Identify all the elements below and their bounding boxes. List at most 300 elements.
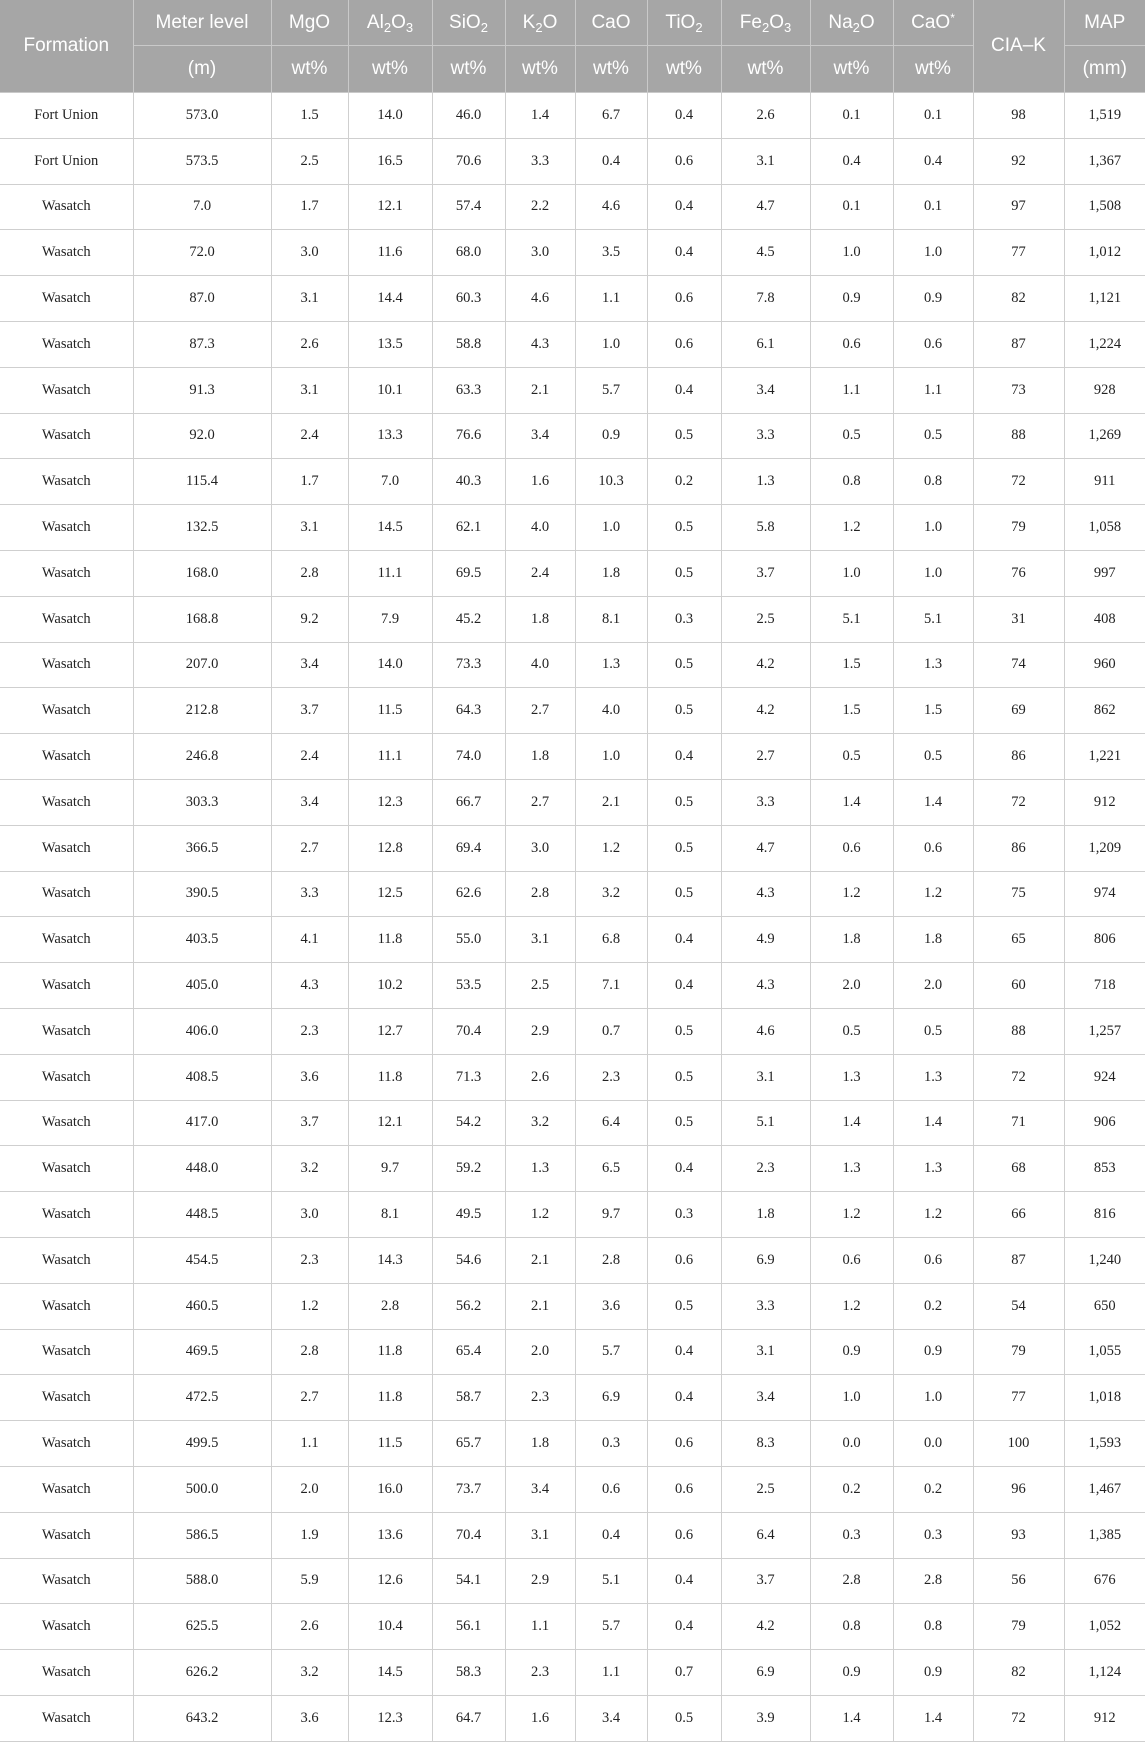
table-cell: 1.2 [893, 871, 973, 917]
table-cell: 7.8 [721, 276, 810, 322]
table-cell: 1,221 [1064, 734, 1145, 780]
table-cell: 11.1 [348, 550, 432, 596]
table-cell: 54.2 [432, 1100, 505, 1146]
table-cell: 2.7 [721, 734, 810, 780]
table-row [0, 1421, 1145, 1467]
table-cell: 0.5 [810, 1008, 893, 1054]
table-cell: 2.4 [271, 734, 348, 780]
table-cell: 87 [973, 1237, 1064, 1283]
table-cell: 573.0 [133, 93, 271, 139]
col-fe2o3: $Fe_2O_3$ [721, 0, 810, 46]
table-cell: 1.5 [810, 688, 893, 734]
table-cell: 1,467 [1064, 1466, 1145, 1512]
table-cell: 16.0 [348, 1466, 432, 1512]
table-cell: 1.6 [505, 1695, 575, 1741]
table-cell: 1.1 [893, 367, 973, 413]
table-cell: 4.6 [721, 1008, 810, 1054]
table-cell: 2.3 [505, 1375, 575, 1421]
table-cell: 212.8 [133, 688, 271, 734]
col-al2o3: $Al_2O_3$ [348, 0, 432, 46]
table-cell: 70.6 [432, 138, 505, 184]
table-cell: 0.2 [810, 1466, 893, 1512]
table-row [0, 1650, 1145, 1696]
table-cell: Wasatch [0, 1008, 133, 1054]
table-cell: 3.3 [721, 1283, 810, 1329]
unit-fe2o3: wt% [721, 46, 810, 93]
table-cell: 0.4 [647, 963, 721, 1009]
table-cell: 0.8 [810, 459, 893, 505]
table-cell: 45.2 [432, 596, 505, 642]
table-cell: 2.8 [271, 1329, 348, 1375]
table-cell: 911 [1064, 459, 1145, 505]
table-cell: 0.4 [647, 1558, 721, 1604]
table-cell: 1.3 [893, 1054, 973, 1100]
table-cell: 54.6 [432, 1237, 505, 1283]
table-cell: 1.2 [575, 825, 647, 871]
table-cell: 1.1 [505, 1604, 575, 1650]
table-cell: 448.5 [133, 1192, 271, 1238]
table-cell: 2.7 [271, 825, 348, 871]
table-cell: 4.6 [575, 184, 647, 230]
table-cell: 58.3 [432, 1650, 505, 1696]
table-row [0, 1329, 1145, 1375]
table-cell: 3.7 [271, 1100, 348, 1146]
table-cell: 1.0 [810, 230, 893, 276]
table-row [0, 734, 1145, 780]
table-cell: 10.2 [348, 963, 432, 1009]
table-cell: Wasatch [0, 413, 133, 459]
table-cell: 0.6 [647, 1421, 721, 1467]
table-cell: 31 [973, 596, 1064, 642]
table-cell: 4.6 [505, 276, 575, 322]
table-cell: 10.3 [575, 459, 647, 505]
table-cell: 0.5 [647, 825, 721, 871]
table-cell: 2.2 [505, 184, 575, 230]
table-cell: 4.2 [721, 688, 810, 734]
table-cell: Wasatch [0, 642, 133, 688]
table-cell: 0.6 [893, 1237, 973, 1283]
table-cell: 73.3 [432, 642, 505, 688]
table-cell: 0.1 [810, 184, 893, 230]
table-cell: 1.6 [505, 459, 575, 505]
table-cell: 4.7 [721, 825, 810, 871]
table-header [0, 0, 1145, 93]
table-cell: 2.1 [505, 367, 575, 413]
table-cell: 6.4 [721, 1512, 810, 1558]
table-cell: 0.3 [893, 1512, 973, 1558]
table-cell: 0.7 [575, 1008, 647, 1054]
table-cell: 69.5 [432, 550, 505, 596]
table-cell: 12.6 [348, 1558, 432, 1604]
table-cell: 0.5 [893, 734, 973, 780]
table-cell: 0.6 [647, 138, 721, 184]
table-cell: 40.3 [432, 459, 505, 505]
table-cell: Wasatch [0, 367, 133, 413]
table-cell: 1.0 [810, 550, 893, 596]
table-cell: 87.0 [133, 276, 271, 322]
table-cell: 66.7 [432, 779, 505, 825]
table-cell: 56 [973, 1558, 1064, 1604]
table-cell: 14.0 [348, 642, 432, 688]
table-cell: 0.7 [647, 1650, 721, 1696]
table-cell: 1,385 [1064, 1512, 1145, 1558]
table-cell: 87.3 [133, 321, 271, 367]
table-cell: 924 [1064, 1054, 1145, 1100]
table-cell: 68.0 [432, 230, 505, 276]
table-row [0, 184, 1145, 230]
table-cell: 3.4 [271, 779, 348, 825]
table-cell: 1,124 [1064, 1650, 1145, 1696]
table-cell: 2.9 [505, 1558, 575, 1604]
table-cell: 2.3 [271, 1008, 348, 1054]
table-cell: 0.5 [893, 413, 973, 459]
table-row [0, 825, 1145, 871]
table-cell: 3.3 [271, 871, 348, 917]
table-row [0, 1008, 1145, 1054]
col-cia-k: CIA–K [973, 0, 1064, 93]
col-cao-star: CaO* [893, 0, 973, 46]
table-row [0, 871, 1145, 917]
col-na2o: $Na_2O$ [810, 0, 893, 46]
col-formation: Formation [0, 0, 133, 93]
table-cell: 3.7 [721, 550, 810, 596]
table-cell: 3.5 [575, 230, 647, 276]
table-cell: 0.9 [893, 1329, 973, 1375]
table-cell: 4.9 [721, 917, 810, 963]
col-meter-level: Meter level [133, 0, 271, 46]
table-cell: 92 [973, 138, 1064, 184]
table-cell: 3.1 [721, 1054, 810, 1100]
table-cell: Wasatch [0, 1695, 133, 1741]
table-cell: 62.6 [432, 871, 505, 917]
table-cell: 2.5 [271, 138, 348, 184]
table-cell: 56.1 [432, 1604, 505, 1650]
table-cell: 0.5 [647, 1008, 721, 1054]
table-cell: 11.8 [348, 1375, 432, 1421]
table-cell: 1,055 [1064, 1329, 1145, 1375]
table-row [0, 1512, 1145, 1558]
table-cell: 63.3 [432, 367, 505, 413]
table-cell: 4.2 [721, 1604, 810, 1650]
table-cell: 643.2 [133, 1695, 271, 1741]
table-cell: 0.5 [647, 505, 721, 551]
table-cell: Wasatch [0, 1329, 133, 1375]
table-cell: 2.6 [721, 93, 810, 139]
table-cell: 1.0 [810, 1375, 893, 1421]
table-cell: 2.4 [271, 413, 348, 459]
table-cell: 1.4 [505, 93, 575, 139]
table-cell: 469.5 [133, 1329, 271, 1375]
table-cell: 0.4 [647, 1146, 721, 1192]
table-cell: Wasatch [0, 276, 133, 322]
table-cell: 1.4 [810, 1100, 893, 1146]
table-row [0, 459, 1145, 505]
table-cell: 0.5 [893, 1008, 973, 1054]
table-cell: 6.8 [575, 917, 647, 963]
table-cell: 14.5 [348, 1650, 432, 1696]
table-cell: 4.5 [721, 230, 810, 276]
table-cell: 13.3 [348, 413, 432, 459]
table-cell: 4.2 [721, 642, 810, 688]
table-cell: 3.4 [721, 367, 810, 413]
table-cell: 853 [1064, 1146, 1145, 1192]
table-cell: 1,121 [1064, 276, 1145, 322]
table-cell: 1.3 [575, 642, 647, 688]
table-cell: Wasatch [0, 230, 133, 276]
unit-cao-star: wt% [893, 46, 973, 93]
table-cell: Fort Union [0, 93, 133, 139]
table-row [0, 1054, 1145, 1100]
table-cell: 0.6 [647, 1237, 721, 1283]
table-cell: 1.4 [810, 1695, 893, 1741]
table-cell: 0.2 [893, 1283, 973, 1329]
table-cell: 0.9 [893, 276, 973, 322]
table-cell: 2.1 [505, 1283, 575, 1329]
table-cell: 2.0 [271, 1466, 348, 1512]
table-cell: 2.5 [721, 1466, 810, 1512]
table-cell: 62.1 [432, 505, 505, 551]
table-cell: Wasatch [0, 321, 133, 367]
table-cell: 92.0 [133, 413, 271, 459]
table-cell: 4.3 [721, 963, 810, 1009]
table-cell: 75 [973, 871, 1064, 917]
table-cell: 2.6 [271, 1604, 348, 1650]
table-cell: 3.2 [505, 1100, 575, 1146]
table-cell: Wasatch [0, 1375, 133, 1421]
table-row [0, 230, 1145, 276]
table-cell: 59.2 [432, 1146, 505, 1192]
table-cell: 460.5 [133, 1283, 271, 1329]
table-cell: 2.1 [505, 1237, 575, 1283]
table-cell: 49.5 [432, 1192, 505, 1238]
table-row [0, 963, 1145, 1009]
table-cell: 1.4 [893, 779, 973, 825]
table-cell: 65 [973, 917, 1064, 963]
table-cell: 168.0 [133, 550, 271, 596]
table-cell: 1,209 [1064, 825, 1145, 871]
table-body [0, 93, 1145, 1742]
table-cell: 1.2 [893, 1192, 973, 1238]
table-cell: Wasatch [0, 184, 133, 230]
table-cell: 2.3 [505, 1650, 575, 1696]
table-cell: 928 [1064, 367, 1145, 413]
table-cell: 0.5 [647, 550, 721, 596]
table-cell: 0.5 [647, 688, 721, 734]
table-cell: 2.0 [810, 963, 893, 1009]
table-row [0, 688, 1145, 734]
table-cell: 0.8 [893, 1604, 973, 1650]
table-cell: 0.6 [647, 1512, 721, 1558]
table-cell: 0.9 [893, 1650, 973, 1696]
table-cell: 3.1 [721, 1329, 810, 1375]
table-cell: 9.7 [575, 1192, 647, 1238]
table-cell: 2.7 [505, 779, 575, 825]
table-cell: 3.1 [721, 138, 810, 184]
table-cell: 5.7 [575, 1604, 647, 1650]
table-cell: 58.7 [432, 1375, 505, 1421]
table-row [0, 1100, 1145, 1146]
table-cell: 82 [973, 1650, 1064, 1696]
table-cell: 3.2 [575, 871, 647, 917]
table-cell: 0.3 [810, 1512, 893, 1558]
table-cell: 1,508 [1064, 184, 1145, 230]
unit-k2o: wt% [505, 46, 575, 93]
table-row [0, 138, 1145, 184]
table-cell: 9.2 [271, 596, 348, 642]
table-cell: Wasatch [0, 550, 133, 596]
table-cell: 5.1 [893, 596, 973, 642]
table-cell: 906 [1064, 1100, 1145, 1146]
table-cell: 76 [973, 550, 1064, 596]
table-cell: 72.0 [133, 230, 271, 276]
table-row [0, 321, 1145, 367]
table-cell: 6.9 [721, 1650, 810, 1696]
table-cell: 0.6 [575, 1466, 647, 1512]
table-row [0, 779, 1145, 825]
table-cell: 0.9 [810, 1650, 893, 1696]
table-cell: 0.5 [647, 1100, 721, 1146]
table-cell: 64.7 [432, 1695, 505, 1741]
unit-meter-level: (m) [133, 46, 271, 93]
table-cell: 2.3 [721, 1146, 810, 1192]
table-cell: 4.0 [505, 642, 575, 688]
table-cell: Wasatch [0, 963, 133, 1009]
table-cell: 79 [973, 1329, 1064, 1375]
table-row [0, 1283, 1145, 1329]
table-cell: 1.8 [505, 734, 575, 780]
table-cell: 4.3 [505, 321, 575, 367]
table-cell: 1.2 [810, 1283, 893, 1329]
table-cell: 816 [1064, 1192, 1145, 1238]
table-cell: 408.5 [133, 1054, 271, 1100]
table-cell: 53.5 [432, 963, 505, 1009]
table-cell: 54 [973, 1283, 1064, 1329]
table-row [0, 93, 1145, 139]
table-cell: 0.0 [810, 1421, 893, 1467]
table-cell: 1,593 [1064, 1421, 1145, 1467]
table-cell: Wasatch [0, 459, 133, 505]
table-cell: 11.8 [348, 917, 432, 963]
table-cell: 3.4 [271, 642, 348, 688]
table-cell: 0.5 [810, 734, 893, 780]
table-cell: 6.5 [575, 1146, 647, 1192]
table-cell: Wasatch [0, 596, 133, 642]
table-cell: 1.2 [271, 1283, 348, 1329]
table-cell: 0.6 [810, 825, 893, 871]
table-cell: 1.5 [893, 688, 973, 734]
table-cell: 573.5 [133, 138, 271, 184]
table-cell: 0.5 [647, 871, 721, 917]
table-cell: 2.7 [505, 688, 575, 734]
table-cell: 7.9 [348, 596, 432, 642]
table-cell: 0.6 [810, 321, 893, 367]
table-row [0, 367, 1145, 413]
table-cell: 0.3 [647, 1192, 721, 1238]
table-cell: 1.2 [810, 871, 893, 917]
table-cell: 1,052 [1064, 1604, 1145, 1650]
table-row [0, 1695, 1145, 1741]
table-cell: 2.0 [505, 1329, 575, 1375]
table-cell: 1.7 [271, 459, 348, 505]
table-cell: 97 [973, 184, 1064, 230]
table-cell: 5.9 [271, 1558, 348, 1604]
table-cell: Wasatch [0, 1054, 133, 1100]
table-cell: Wasatch [0, 1100, 133, 1146]
table-cell: Wasatch [0, 1192, 133, 1238]
table-cell: 56.2 [432, 1283, 505, 1329]
table-cell: 472.5 [133, 1375, 271, 1421]
table-cell: 5.7 [575, 1329, 647, 1375]
table-cell: 0.5 [647, 1695, 721, 1741]
table-cell: 54.1 [432, 1558, 505, 1604]
table-cell: 2.8 [271, 550, 348, 596]
table-cell: 66 [973, 1192, 1064, 1238]
table-cell: 3.1 [271, 276, 348, 322]
table-row [0, 642, 1145, 688]
table-cell: 14.5 [348, 505, 432, 551]
table-cell: 3.0 [505, 230, 575, 276]
table-cell: 0.5 [647, 1054, 721, 1100]
table-cell: 14.0 [348, 93, 432, 139]
table-row [0, 1375, 1145, 1421]
table-cell: 64.3 [432, 688, 505, 734]
col-map: MAP [1064, 0, 1145, 46]
table-cell: 12.3 [348, 1695, 432, 1741]
table-cell: 1.8 [893, 917, 973, 963]
table-cell: 3.4 [575, 1695, 647, 1741]
table-cell: 2.8 [505, 871, 575, 917]
table-cell: 0.1 [893, 184, 973, 230]
table-cell: 1.9 [271, 1512, 348, 1558]
col-k2o: $K_2O$ [505, 0, 575, 46]
table-cell: 0.3 [575, 1421, 647, 1467]
unit-cao: wt% [575, 46, 647, 93]
table-cell: 88 [973, 1008, 1064, 1054]
col-tio2: TiO$_2$ [647, 0, 721, 46]
table-cell: 1.8 [721, 1192, 810, 1238]
table-cell: 1.4 [893, 1100, 973, 1146]
table-cell: 10.1 [348, 367, 432, 413]
table-cell: 12.7 [348, 1008, 432, 1054]
table-cell: 0.9 [810, 276, 893, 322]
table-cell: 93 [973, 1512, 1064, 1558]
table-cell: 912 [1064, 1695, 1145, 1741]
table-cell: 625.5 [133, 1604, 271, 1650]
table-cell: Wasatch [0, 1558, 133, 1604]
table-cell: 0.4 [647, 230, 721, 276]
table-cell: 68 [973, 1146, 1064, 1192]
table-cell: 1.8 [505, 1421, 575, 1467]
unit-sio2: wt% [432, 46, 505, 93]
table-cell: 13.5 [348, 321, 432, 367]
table-cell: 0.5 [647, 413, 721, 459]
col-mgo: MgO [271, 0, 348, 46]
table-cell: 6.9 [721, 1237, 810, 1283]
table-cell: 1.7 [271, 184, 348, 230]
table-cell: 12.1 [348, 184, 432, 230]
table-cell: 974 [1064, 871, 1145, 917]
table-cell: 997 [1064, 550, 1145, 596]
table-cell: 72 [973, 779, 1064, 825]
table-cell: 70.4 [432, 1512, 505, 1558]
table-cell: 0.5 [647, 642, 721, 688]
table-cell: 303.3 [133, 779, 271, 825]
table-cell: Fort Union [0, 138, 133, 184]
table-cell: 72 [973, 1054, 1064, 1100]
table-cell: 366.5 [133, 825, 271, 871]
table-cell: 406.0 [133, 1008, 271, 1054]
table-cell: 0.4 [647, 1375, 721, 1421]
